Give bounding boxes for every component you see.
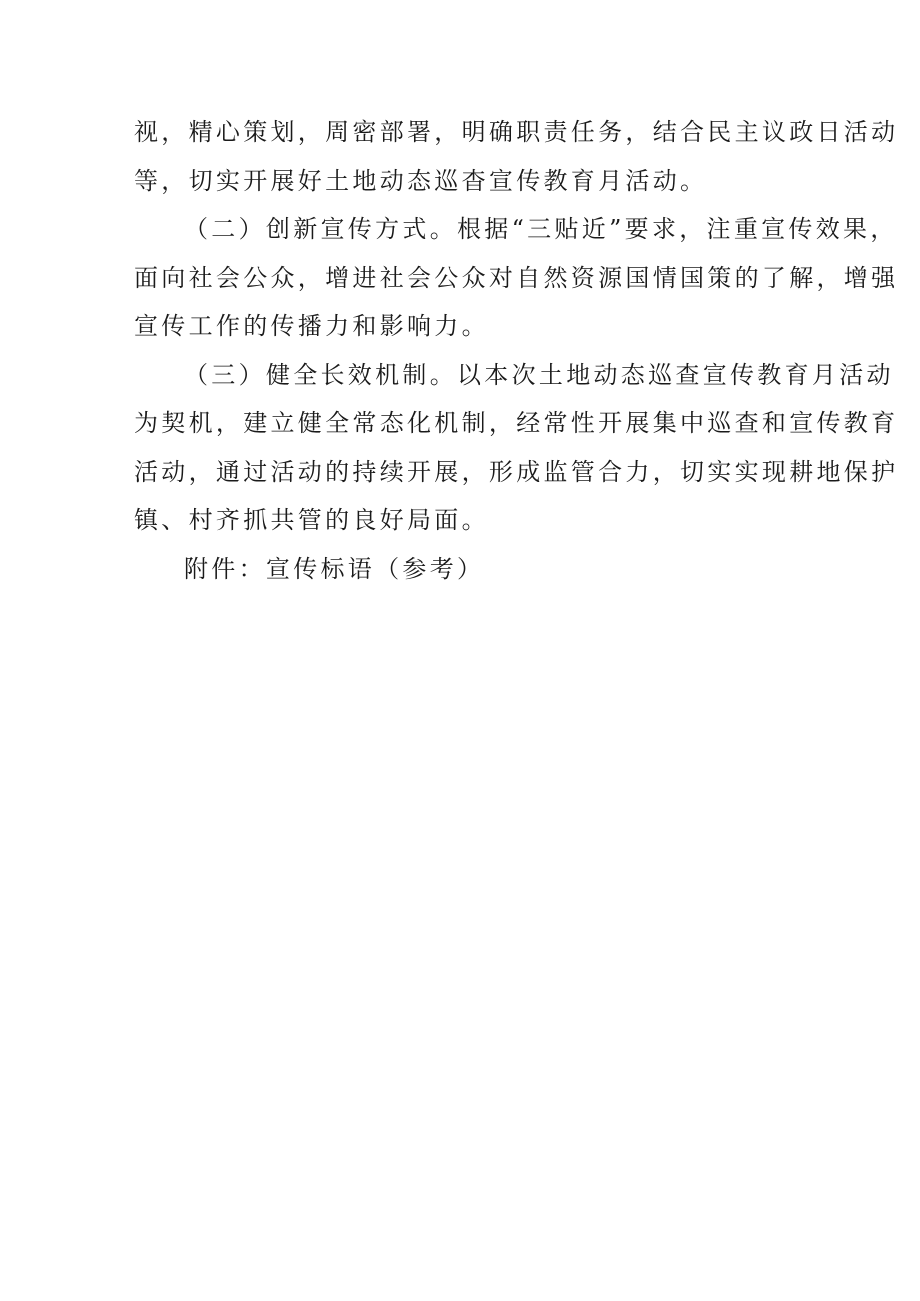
paragraph-line: 宣传工作的传播力和影响力。	[134, 312, 489, 340]
document-body	[134, 108, 899, 593]
section-heading-line: （三）健全长效机制。以本次土地动态巡查宣传教育月活动	[184, 360, 894, 389]
paragraph-line: 为契机，建立健全常态化机制，经常性开展集中巡查和宣传教育	[134, 409, 899, 437]
paragraph-line: 面向社会公众，增进社会公众对自然资源国情国策的了解，增强	[134, 263, 899, 292]
attachment-line: 附件：宣传标语（参考）	[184, 554, 485, 583]
paragraph-line: 镇、村齐抓共管的良好局面。	[134, 506, 489, 534]
paragraph-line: 活动，通过活动的持续开展，形成监管合力，切实实现耕地保护	[134, 457, 899, 486]
section-heading-line: （二）创新宣传方式。根据“三贴近”要求，注重宣传效果，	[184, 215, 898, 243]
paragraph-line: 等，切实开展好土地动态巡杳宣传教育月活动。	[134, 166, 708, 195]
paragraph-line: 视，精心策划，周密部署，明确职责任务，结合民主议政日活动	[134, 118, 899, 146]
